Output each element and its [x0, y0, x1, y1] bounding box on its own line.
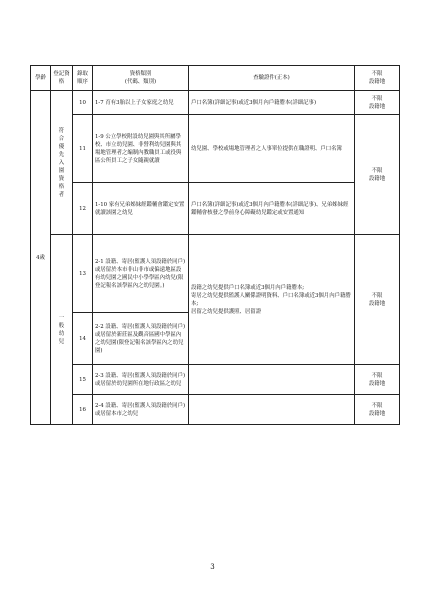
header-qualification: 登記資格 [51, 66, 73, 91]
header-order: 錄取順序 [73, 66, 93, 91]
table-row [31, 235, 400, 313]
header-documents: 查驗證件(正本) [189, 66, 355, 91]
order-cell: 16 [73, 395, 93, 425]
group-general-label: 一般幼兒 [58, 314, 65, 345]
category-cell: 2-4 設籍、寄居(監護人須設籍於同戶)或居留本市之幼兒 [93, 395, 189, 425]
restriction-cell: 不限 設籍地 [355, 235, 400, 365]
order-cell: 10 [73, 91, 93, 115]
general-documents-cell: 設籍之幼兒提供戶口名簿或近3個月內戶籍謄本; 寄居之幼兒提供監護人關係證明資料、戶口名簿或近3個月內戶籍謄本; 居留之幼兒提供護照、居留證 [189, 235, 355, 365]
order-cell: 15 [73, 365, 93, 395]
header-age: 學齡 [31, 66, 51, 91]
documents-cell: 幼兒園、學校或場地管理者之人事單位提供在職證明、戶口名簿 [189, 115, 355, 183]
documents-cell [189, 395, 355, 425]
category-cell: 1-10 家有兄弟姊妹經鑑輔會鑑定安置就讀該園之幼兒 [93, 183, 189, 235]
table-row [31, 365, 400, 395]
header-category: 資格類別 (代碼、類別) [93, 66, 189, 91]
order-cell: 11 [73, 115, 93, 183]
page-number: 3 [210, 563, 215, 571]
category-cell: 1-7 育有3胎以上子女家庭之幼兒 [93, 91, 189, 115]
table-row [31, 183, 400, 235]
order-cell: 13 [73, 235, 93, 313]
age-cell: 4歲 [31, 91, 51, 425]
table-row [31, 395, 400, 425]
table-header-row [31, 66, 400, 91]
restriction-cell: 不限 設籍地 [355, 395, 400, 425]
order-cell: 14 [73, 313, 93, 365]
group-general-cell [51, 235, 73, 425]
restriction-cell: 不限 設籍地 [355, 91, 400, 115]
order-cell: 12 [73, 183, 93, 235]
category-cell: 2-3 設籍、寄居(監護人須設籍於同戶)或居留於幼兒園所在地行政區之幼兒 [93, 365, 189, 395]
table-row [31, 91, 400, 115]
group-priority-label: 符合優先入園資格者 [58, 127, 65, 198]
category-cell: 2-1 設籍、寄居(監護人須設籍於同戶)或居留於本市非山非市或偏遠地區設有幼兒園之國民中小學學區內幼兒(限登記報名該學區內之幼兒園。) [93, 235, 189, 313]
category-cell: 2-2 設籍、寄居(監護人須設籍於同戶)或居留於新莊區及觀音區國中學區內之幼兒園(限登記報名該學區內之幼兒園) [93, 313, 189, 365]
table-row [31, 115, 400, 183]
documents-cell: 戶口名簿(詳細記事)或近3個月內戶籍謄本(詳細記事)、兄弟姊妹經鑑輔會核發之學前身心障礙幼兒鑑定或安置通知 [189, 183, 355, 235]
header-restriction: 不限 設籍地 [355, 66, 400, 91]
documents-cell [189, 365, 355, 395]
restriction-cell: 不限 設籍地 [355, 365, 400, 395]
admission-table [30, 65, 400, 425]
documents-cell: 戶口名簿(詳細記事)或近3個月內戶籍謄本(詳細記事) [189, 91, 355, 115]
category-cell: 1-9 公立學校附設幼兒園與其所屬學校、市立幼兒園、非營利幼兒園與其場地管理者之編制內教職員工或役與區公所員工之子女隨親就讀 [93, 115, 189, 183]
group-priority-cell [51, 91, 73, 235]
restriction-cell: 不限 設籍地 [355, 115, 400, 235]
